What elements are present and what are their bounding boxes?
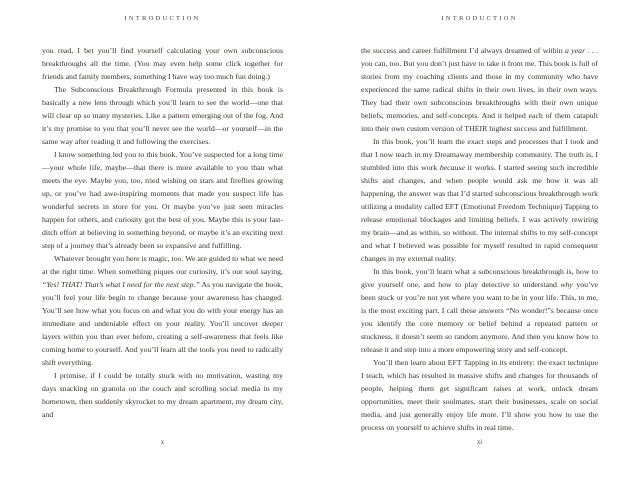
italic-text-run: why	[560, 280, 573, 289]
text-run: The Subconscious Breakthrough Formula presented in this book is basically a new lens through which you’ll learn to see the world—one that will clear up so many mysteries. Like a pattern emerging out of the fog. And it’s my promise to you that you’ll never see the world—or yourself—in the same way after reading it and following the exercises.	[42, 85, 283, 146]
left-page-body	[42, 44, 283, 421]
paragraph	[42, 252, 283, 369]
paragraph	[361, 265, 598, 356]
paragraph	[42, 83, 283, 148]
italic-text-run: “Yes! THAT! That’s what I need for the next step.”	[42, 280, 200, 289]
italic-text-run: a year	[565, 46, 586, 55]
text-run: As you navigate the book, you’ll feel your life begin to change because your awareness has changed. You’ll see how what you focus on and what you do with your energy has an immediate and undeniable effect on your reality. You’ll uncover deeper layers within you than ever before, creating a self-awareness that feels like coming home to yourself. And you’ll learn all the tools you need to radically shift everything.	[42, 280, 284, 367]
text-run: In this book, you’ll learn the exact steps and processes that I took and that I now teach in my Dreamaway membership community. The truth is, I stumbled into this work	[361, 137, 598, 172]
text-run: In this book, you’ll learn what a subconscious breakthrough is, how to give yourself one, and how to play detective to understand	[361, 267, 598, 289]
text-run: I promise, if I could be totally stuck with no motivation, wasting my days snacking on granola on the couch and scrolling social media in my hometown, then suddenly skyrocket to my dream apartment, my dream city, and	[42, 371, 283, 419]
italic-text-run: because	[439, 163, 465, 172]
paragraph	[42, 44, 283, 83]
running-head-right: INTRODUCTION	[441, 15, 518, 22]
paragraph	[361, 135, 598, 265]
left-page-number: x	[160, 439, 165, 446]
text-run: you read, I bet you’ll find yourself calculating your own subconscious breakthroughs all the time. (You may even help some click together for friends and family members, something I have way too much fun doing.)	[42, 46, 283, 81]
right-page-number: xi	[476, 439, 483, 446]
paragraph	[42, 369, 283, 421]
text-run: I know something led you to this book. You’ve suspected for a long time—your whole life, maybe—that there is more available to you than what meets the eye. Maybe you, too, tried wishing on stars and fireflies growing up, or you’ve had awe-inspiring moments that made you suspect life has wonderful secrets in store for you. Or maybe you’ve just seen miracles happen for others, and curiosity got the best of you. Maybe this is your last-ditch effort at believing in something beyond, or maybe it’s an exciting next step of a journey that’s already been so expansive and fulfilling.	[42, 150, 283, 250]
running-head-left: INTRODUCTION	[124, 15, 201, 22]
paragraph	[42, 148, 283, 252]
text-run: You’ll then learn about EFT Tapping in its entirety: the exact technique I teach, which has resulted in massive shifts and changes for thousands of people, helping them get significant raises at work, unlock dream opportunities, meet their soulmates, start their businesses, scale on social media, and just generally enjoy life more. I’ll show you how to use the process on yourself to achieve shifts in real time.	[361, 358, 598, 432]
paragraph	[361, 356, 598, 434]
text-run: it works. I started seeing such incredible shifts and changes, and when people would ask me how it was all happening, the answer was that I’d started subconscious breakthrough work utilizing a modality called EFT (Emotional Freedom Technique) Tapping to release emotional blockages and limiting beliefs. I was actively rewiring my brain—and as within, so without. The internal shifts to my self-concept and what I believed was possible for myself resulted in rapid consequent changes in my external reality.	[361, 163, 598, 263]
text-run: the success and career fulfillment I’d always dreamed of within	[361, 46, 566, 55]
text-run: Whatever brought you here is magic, too. We are guided to what we need at the right time. When something piques our curiosity, it’s our soul saying,	[42, 254, 283, 276]
text-run: you’ve been stuck or you’re not yet where you want to be in your life. This, to me, is the most exciting part. I call these answers “No wonder!”s because once you identify the core memory or belief behind a repeated pattern or stuckness, it doesn’t seem so random anymore. And then you know how to release it and step into a more empowering story and self-concept.	[361, 280, 598, 354]
right-page	[361, 0, 598, 480]
paragraph	[361, 44, 598, 135]
right-page-body	[361, 44, 598, 434]
left-page	[42, 0, 283, 480]
text-run: . . . you can, too. But you don’t just have to take it from me. This book is full of stories from my coaching clients and those in my community who have experienced the same radical shifts in their own lives, in their own ways. They had their own subconscious breakthroughs with their own unique beliefs, memories, and self-concepts. And it helped each of them catapult into their own custom version of THEIR highest success and fulfillment.	[361, 46, 599, 133]
